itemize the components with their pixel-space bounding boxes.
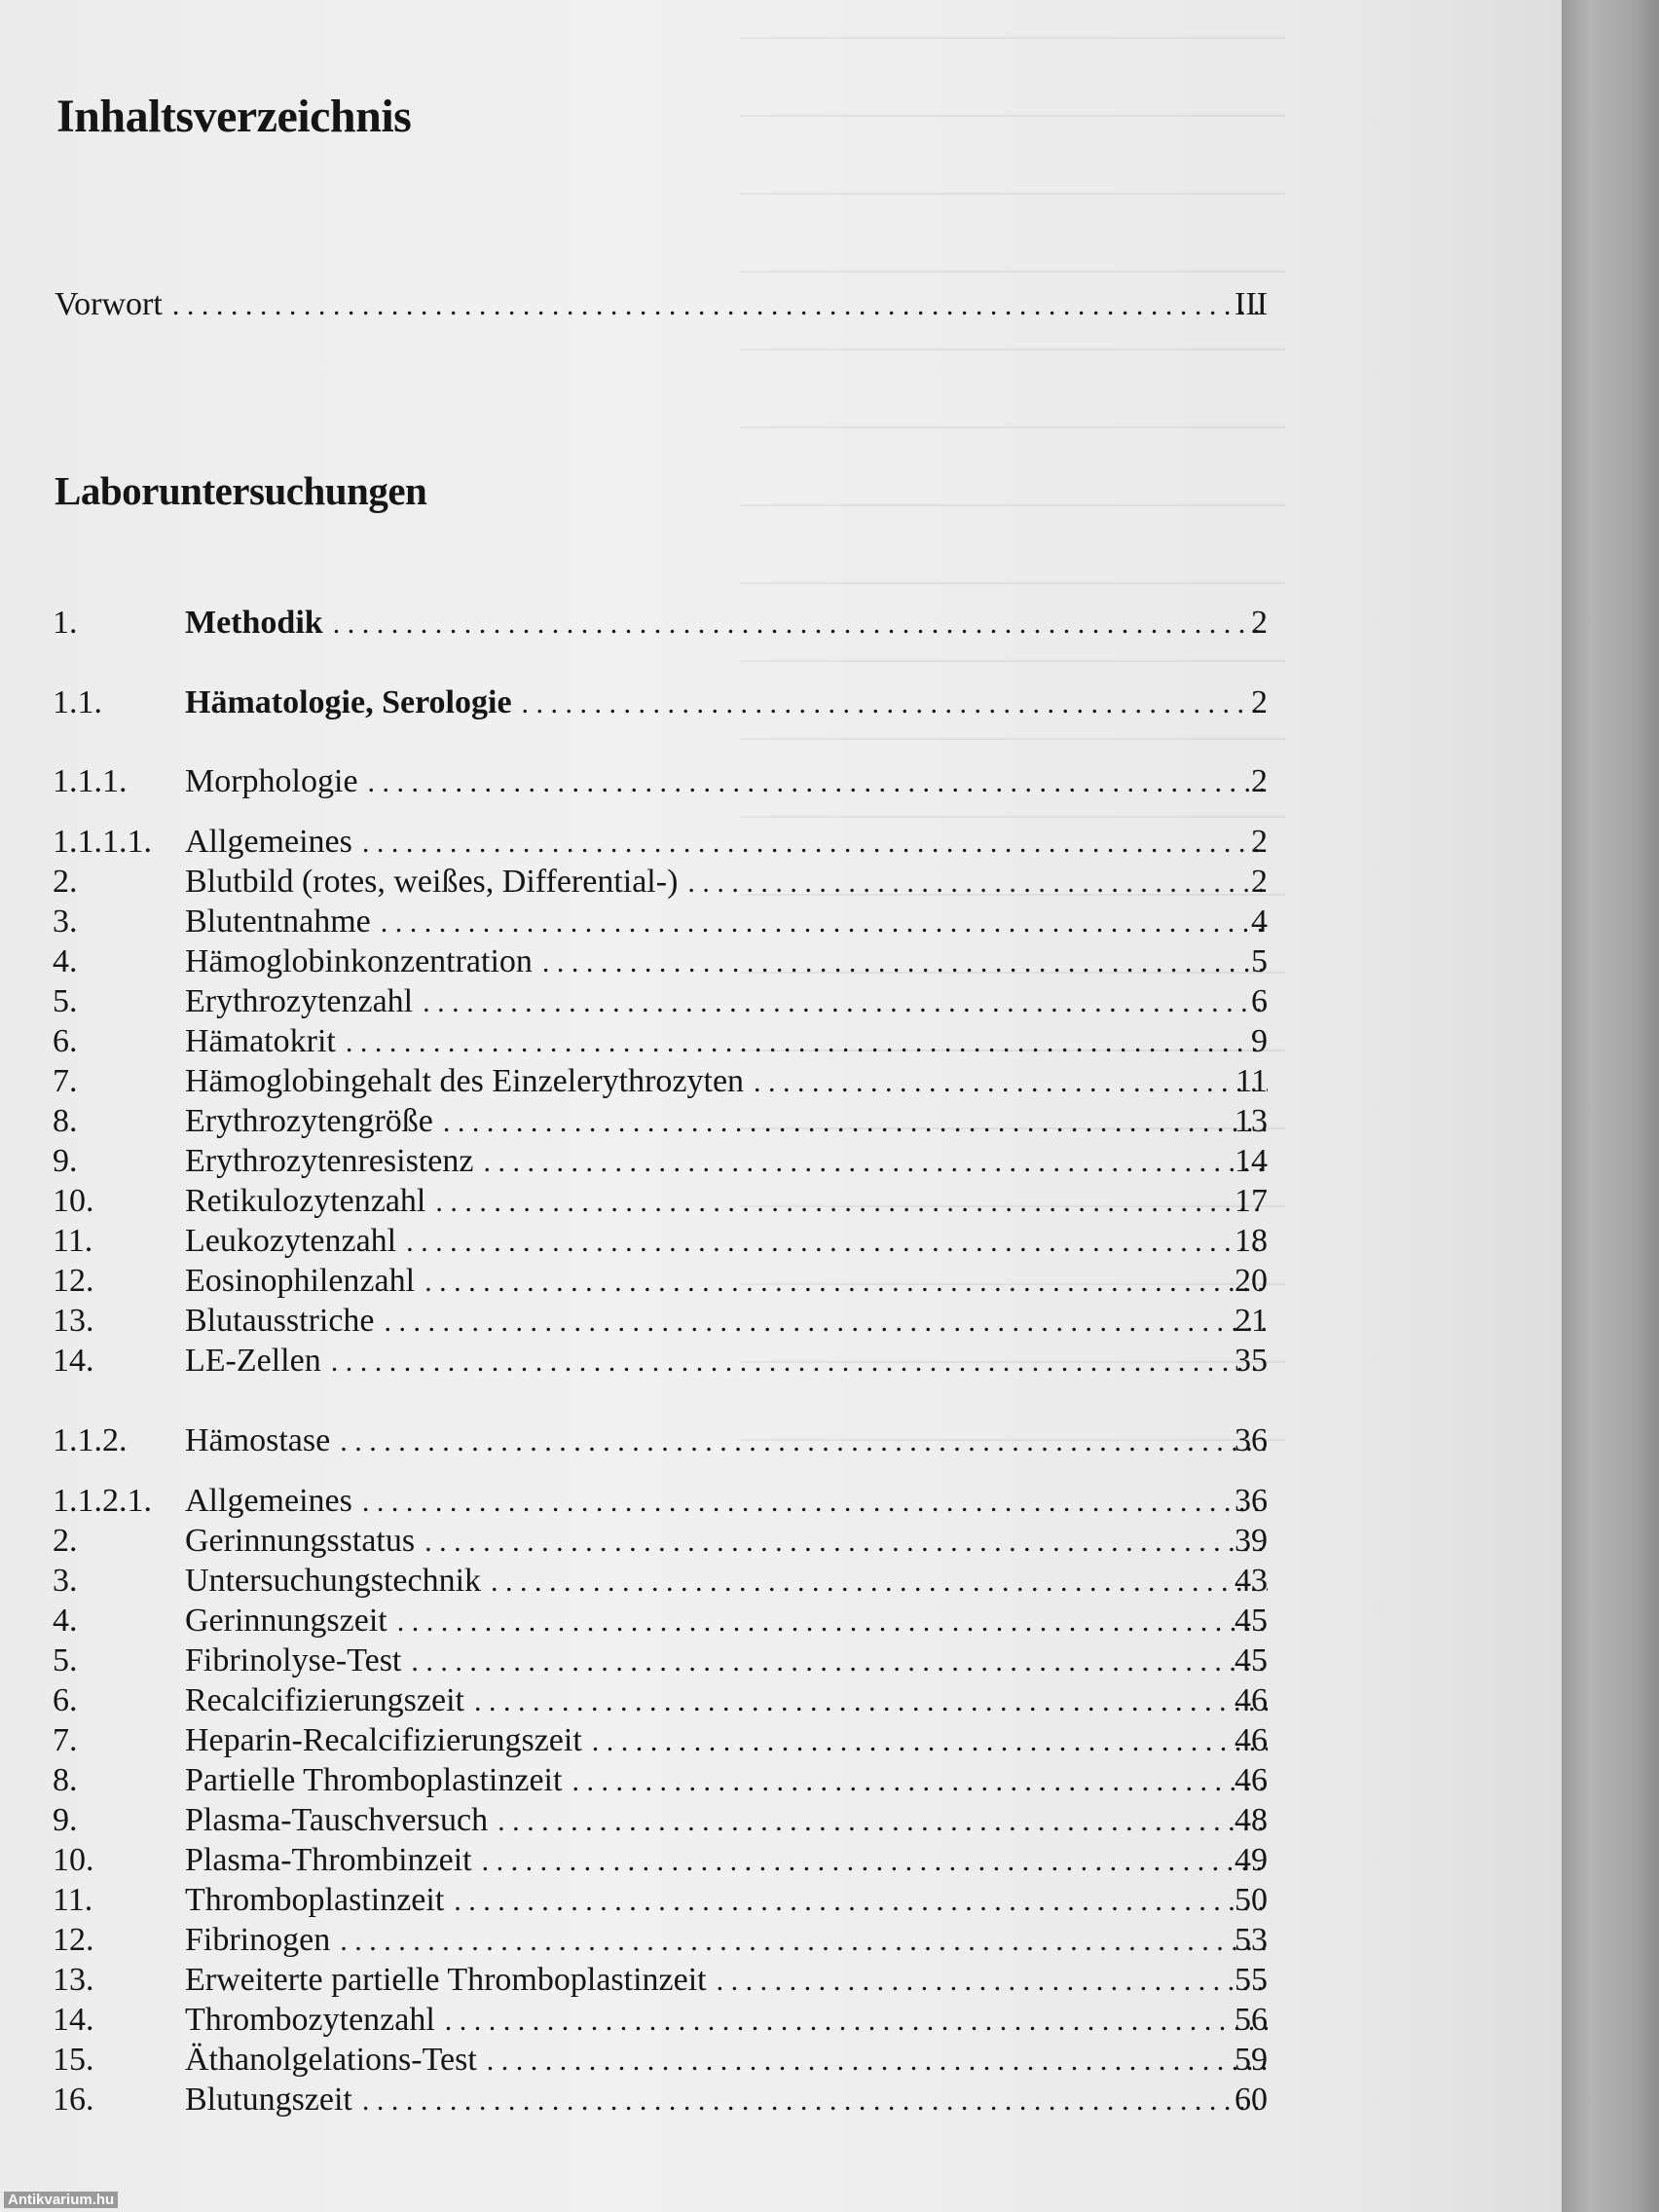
leader-dots xyxy=(571,1762,1268,1801)
toc-entry xyxy=(0,1641,1562,1680)
toc-entry xyxy=(0,1681,1562,1720)
toc-entry-page: 11 xyxy=(1235,1063,1268,1099)
toc-entry-number: 1. xyxy=(53,605,78,641)
leader-dots xyxy=(687,864,1268,903)
toc-entry xyxy=(0,1881,1562,1920)
toc-entry-title: Erweiterte partielle Thromboplastinzeit xyxy=(185,1962,707,1998)
leader-dots xyxy=(331,1343,1268,1382)
leader-dots xyxy=(346,1023,1268,1062)
toc-entry-number: 16. xyxy=(53,2082,94,2118)
toc-entry xyxy=(0,1721,1562,1760)
toc-entry-number: 5. xyxy=(53,983,78,1019)
toc-entry-page: III xyxy=(1235,286,1268,322)
leader-dots xyxy=(592,1722,1268,1761)
toc-entry-title: Blutungszeit xyxy=(185,2082,352,2118)
watermark: Antikvarium.hu xyxy=(4,2192,118,2208)
toc-entry-page: 49 xyxy=(1235,1842,1268,1878)
leader-dots xyxy=(491,1563,1268,1602)
leader-dots xyxy=(340,1922,1268,1961)
leader-dots xyxy=(542,943,1268,982)
toc-entry-title: Gerinnungsstatus xyxy=(185,1523,416,1559)
toc-entry-number: 13. xyxy=(53,1303,94,1339)
leader-dots xyxy=(397,1603,1268,1641)
toc-entry-number: 3. xyxy=(53,903,78,940)
toc-entry-page: 60 xyxy=(1235,2082,1268,2118)
leader-dots xyxy=(362,1483,1268,1522)
toc-entry-number: 11. xyxy=(53,1223,93,1259)
leader-dots xyxy=(385,1303,1268,1342)
toc-entry-page: 14 xyxy=(1235,1143,1268,1179)
leader-dots xyxy=(454,1882,1268,1921)
toc-entry-title: Gerinnungszeit xyxy=(185,1603,387,1639)
leader-dots xyxy=(482,1842,1268,1881)
toc-entry-title: Untersuchungstechnik xyxy=(185,1563,482,1599)
toc-entry-page: 59 xyxy=(1235,2042,1268,2078)
toc-entry-page: 6 xyxy=(1251,983,1268,1019)
toc-entry xyxy=(0,1602,1562,1641)
toc-entry-page: 2 xyxy=(1251,763,1268,799)
leader-dots xyxy=(445,2002,1268,2041)
toc-entry-title: Allgemeines xyxy=(185,1483,352,1519)
toc-entry-title: Thromboplastinzeit xyxy=(185,1882,445,1918)
toc-entry-number: 10. xyxy=(53,1183,94,1219)
toc-entry-number: 4. xyxy=(53,943,78,979)
toc-entry-number: 7. xyxy=(53,1722,78,1758)
toc-entry-page: 21 xyxy=(1235,1303,1268,1339)
toc-entry-title: Erythrozytenzahl xyxy=(185,983,414,1019)
leader-dots xyxy=(406,1223,1268,1262)
toc-entry xyxy=(0,2041,1562,2080)
toc-entry-page: 55 xyxy=(1235,1962,1268,1998)
toc-entry xyxy=(0,683,1562,722)
toc-entry-number: 2. xyxy=(53,1523,78,1559)
leader-dots xyxy=(717,1962,1268,2001)
toc-entry xyxy=(0,1841,1562,1880)
toc-entry-page: 36 xyxy=(1235,1422,1268,1458)
toc-entry xyxy=(0,1102,1562,1141)
toc-entry-title: Plasma-Tauschversuch xyxy=(185,1802,489,1838)
toc-entry-number: 12. xyxy=(53,1922,94,1958)
toc-heading: Inhaltsverzeichnis xyxy=(56,91,412,142)
toc-entry xyxy=(0,1522,1562,1561)
leader-dots xyxy=(498,1802,1268,1841)
toc-entry xyxy=(0,1342,1562,1381)
leader-dots xyxy=(381,903,1268,942)
toc-entry-preface xyxy=(0,285,1562,324)
toc-entry-title: Fibrinolyse-Test xyxy=(185,1642,402,1678)
leader-dots xyxy=(474,1682,1268,1721)
toc-entry xyxy=(0,1262,1562,1301)
toc-entry xyxy=(0,1222,1562,1261)
toc-entry xyxy=(0,1022,1562,1061)
toc-entry xyxy=(0,1062,1562,1101)
leader-dots xyxy=(411,1642,1268,1681)
page-edge-stack xyxy=(1562,0,1659,2212)
toc-entry-number: 10. xyxy=(53,1842,94,1878)
toc-entry-number: 8. xyxy=(53,1103,78,1139)
toc-entry-title: Hämatologie, Serologie xyxy=(185,684,512,720)
toc-entry xyxy=(0,863,1562,902)
toc-entry-number: 9. xyxy=(53,1802,78,1838)
toc-entry-number: 13. xyxy=(53,1962,94,1998)
toc-entry-number: 1.1.1.1. xyxy=(53,824,152,860)
leader-dots xyxy=(340,1422,1268,1461)
toc-entry xyxy=(0,982,1562,1021)
toc-entry-title: Recalcifizierungszeit xyxy=(185,1682,464,1718)
toc-entry xyxy=(0,1302,1562,1341)
toc-entry-number: 1.1.1. xyxy=(53,763,128,799)
toc-entry-title: Plasma-Thrombinzeit xyxy=(185,1842,472,1878)
toc-entry-page: 46 xyxy=(1235,1722,1268,1758)
toc-entry-page: 13 xyxy=(1235,1103,1268,1139)
toc-entry-page: 5 xyxy=(1251,943,1268,979)
toc-entry-page: 45 xyxy=(1235,1642,1268,1678)
leader-dots xyxy=(443,1103,1268,1142)
toc-entry-title: Fibrinogen xyxy=(185,1922,331,1958)
toc-entry-page: 45 xyxy=(1235,1603,1268,1639)
toc-entry xyxy=(0,942,1562,981)
toc-entry-title: LE-Zellen xyxy=(185,1343,321,1379)
toc-entry-page: 2 xyxy=(1251,864,1268,900)
toc-entry-number: 2. xyxy=(53,864,78,900)
toc-entry-number: 3. xyxy=(53,1563,78,1599)
toc-entry-title: Thrombozytenzahl xyxy=(185,2002,435,2038)
toc-entry xyxy=(0,823,1562,862)
leader-dots xyxy=(362,824,1268,863)
toc-entry xyxy=(0,1142,1562,1181)
toc-entry-number: 6. xyxy=(53,1023,78,1059)
toc-entry-page: 50 xyxy=(1235,1882,1268,1918)
toc-entry-title: Retikulozytenzahl xyxy=(185,1183,426,1219)
leader-dots xyxy=(522,684,1268,723)
leader-dots xyxy=(487,2042,1268,2081)
toc-entry-title: Partielle Thromboplastinzeit xyxy=(185,1762,563,1798)
toc-entry-number: 11. xyxy=(53,1882,93,1918)
toc-entry-title: Heparin-Recalcifizierungszeit xyxy=(185,1722,582,1758)
toc-entry xyxy=(0,2081,1562,2120)
toc-entry xyxy=(0,903,1562,941)
toc-entry-page: 20 xyxy=(1235,1263,1268,1299)
toc-entry-title: Hämostase xyxy=(185,1422,331,1458)
toc-entry-page: 46 xyxy=(1235,1762,1268,1798)
toc-entry-page: 53 xyxy=(1235,1922,1268,1958)
toc-entry-number: 4. xyxy=(53,1603,78,1639)
toc-entry-page: 2 xyxy=(1251,824,1268,860)
toc-entry-number: 6. xyxy=(53,1682,78,1718)
leader-dots xyxy=(424,1263,1268,1302)
toc-entry-page: 56 xyxy=(1235,2002,1268,2038)
leader-dots xyxy=(368,763,1268,802)
toc-entry-title: Äthanolgelations-Test xyxy=(185,2042,477,2078)
toc-entry-page: 2 xyxy=(1251,605,1268,641)
leader-dots xyxy=(754,1063,1268,1102)
toc-entry-page: 18 xyxy=(1235,1223,1268,1259)
toc-entry-number: 9. xyxy=(53,1143,78,1179)
leader-dots xyxy=(333,605,1268,644)
toc-entry-title: Vorwort xyxy=(55,286,163,322)
toc-entry-title: Methodik xyxy=(185,605,323,641)
toc-entry xyxy=(0,1182,1562,1221)
toc-entry xyxy=(0,1921,1562,1960)
leader-dots xyxy=(435,1183,1268,1222)
toc-entry-title: Morphologie xyxy=(185,763,358,799)
toc-entry-number: 1.1. xyxy=(53,684,102,720)
toc-entry-number: 12. xyxy=(53,1263,94,1299)
toc-entry-page: 36 xyxy=(1235,1483,1268,1519)
toc-entry-number: 8. xyxy=(53,1762,78,1798)
toc-entry xyxy=(0,1482,1562,1521)
toc-entry-title: Leukozytenzahl xyxy=(185,1223,397,1259)
toc-entry-page: 46 xyxy=(1235,1682,1268,1718)
toc-entry-number: 1.1.2. xyxy=(53,1422,128,1458)
toc-entry-title: Hämoglobinkonzentration xyxy=(185,943,533,979)
leader-dots xyxy=(483,1143,1268,1182)
toc-entry-title: Blutentnahme xyxy=(185,903,371,940)
section-heading: Laboruntersuchungen xyxy=(55,468,427,513)
leader-dots xyxy=(172,286,1268,325)
toc-entry xyxy=(0,2001,1562,2040)
toc-entry xyxy=(0,1421,1562,1460)
toc-entry-page: 9 xyxy=(1251,1023,1268,1059)
toc-entry xyxy=(0,1761,1562,1800)
toc-entry-page: 39 xyxy=(1235,1523,1268,1559)
toc-entry xyxy=(0,1562,1562,1601)
toc-entry-number: 15. xyxy=(53,2042,94,2078)
toc-entry-title: Blutbild (rotes, weißes, Differential-) xyxy=(185,864,679,900)
toc-entry-number: 14. xyxy=(53,2002,94,2038)
leader-dots xyxy=(362,2082,1268,2120)
toc-entry-number: 14. xyxy=(53,1343,94,1379)
toc-entry-title: Allgemeines xyxy=(185,824,352,860)
toc-entry-page: 2 xyxy=(1251,684,1268,720)
toc-entry xyxy=(0,762,1562,801)
toc-entry-page: 35 xyxy=(1235,1343,1268,1379)
toc-entry-page: 48 xyxy=(1235,1802,1268,1838)
leader-dots xyxy=(423,983,1268,1022)
toc-entry xyxy=(0,604,1562,643)
toc-entry-number: 1.1.2.1. xyxy=(53,1483,152,1519)
toc-entry xyxy=(0,1961,1562,2000)
toc-entry-page: 4 xyxy=(1251,903,1268,940)
toc-entry-title: Hämoglobingehalt des Einzelerythrozyten xyxy=(185,1063,745,1099)
toc-entry-page: 43 xyxy=(1235,1563,1268,1599)
toc-entry-title: Eosinophilenzahl xyxy=(185,1263,416,1299)
leader-dots xyxy=(424,1523,1268,1562)
toc-entry-page: 17 xyxy=(1235,1183,1268,1219)
toc-entry-number: 7. xyxy=(53,1063,78,1099)
toc-entry-number: 5. xyxy=(53,1642,78,1678)
toc-entry xyxy=(0,1801,1562,1840)
toc-entry-title: Erythrozytengröße xyxy=(185,1103,433,1139)
toc-entry-title: Blutausstriche xyxy=(185,1303,375,1339)
toc-entry-title: Hämatokrit xyxy=(185,1023,336,1059)
toc-entry-title: Erythrozytenresistenz xyxy=(185,1143,474,1179)
